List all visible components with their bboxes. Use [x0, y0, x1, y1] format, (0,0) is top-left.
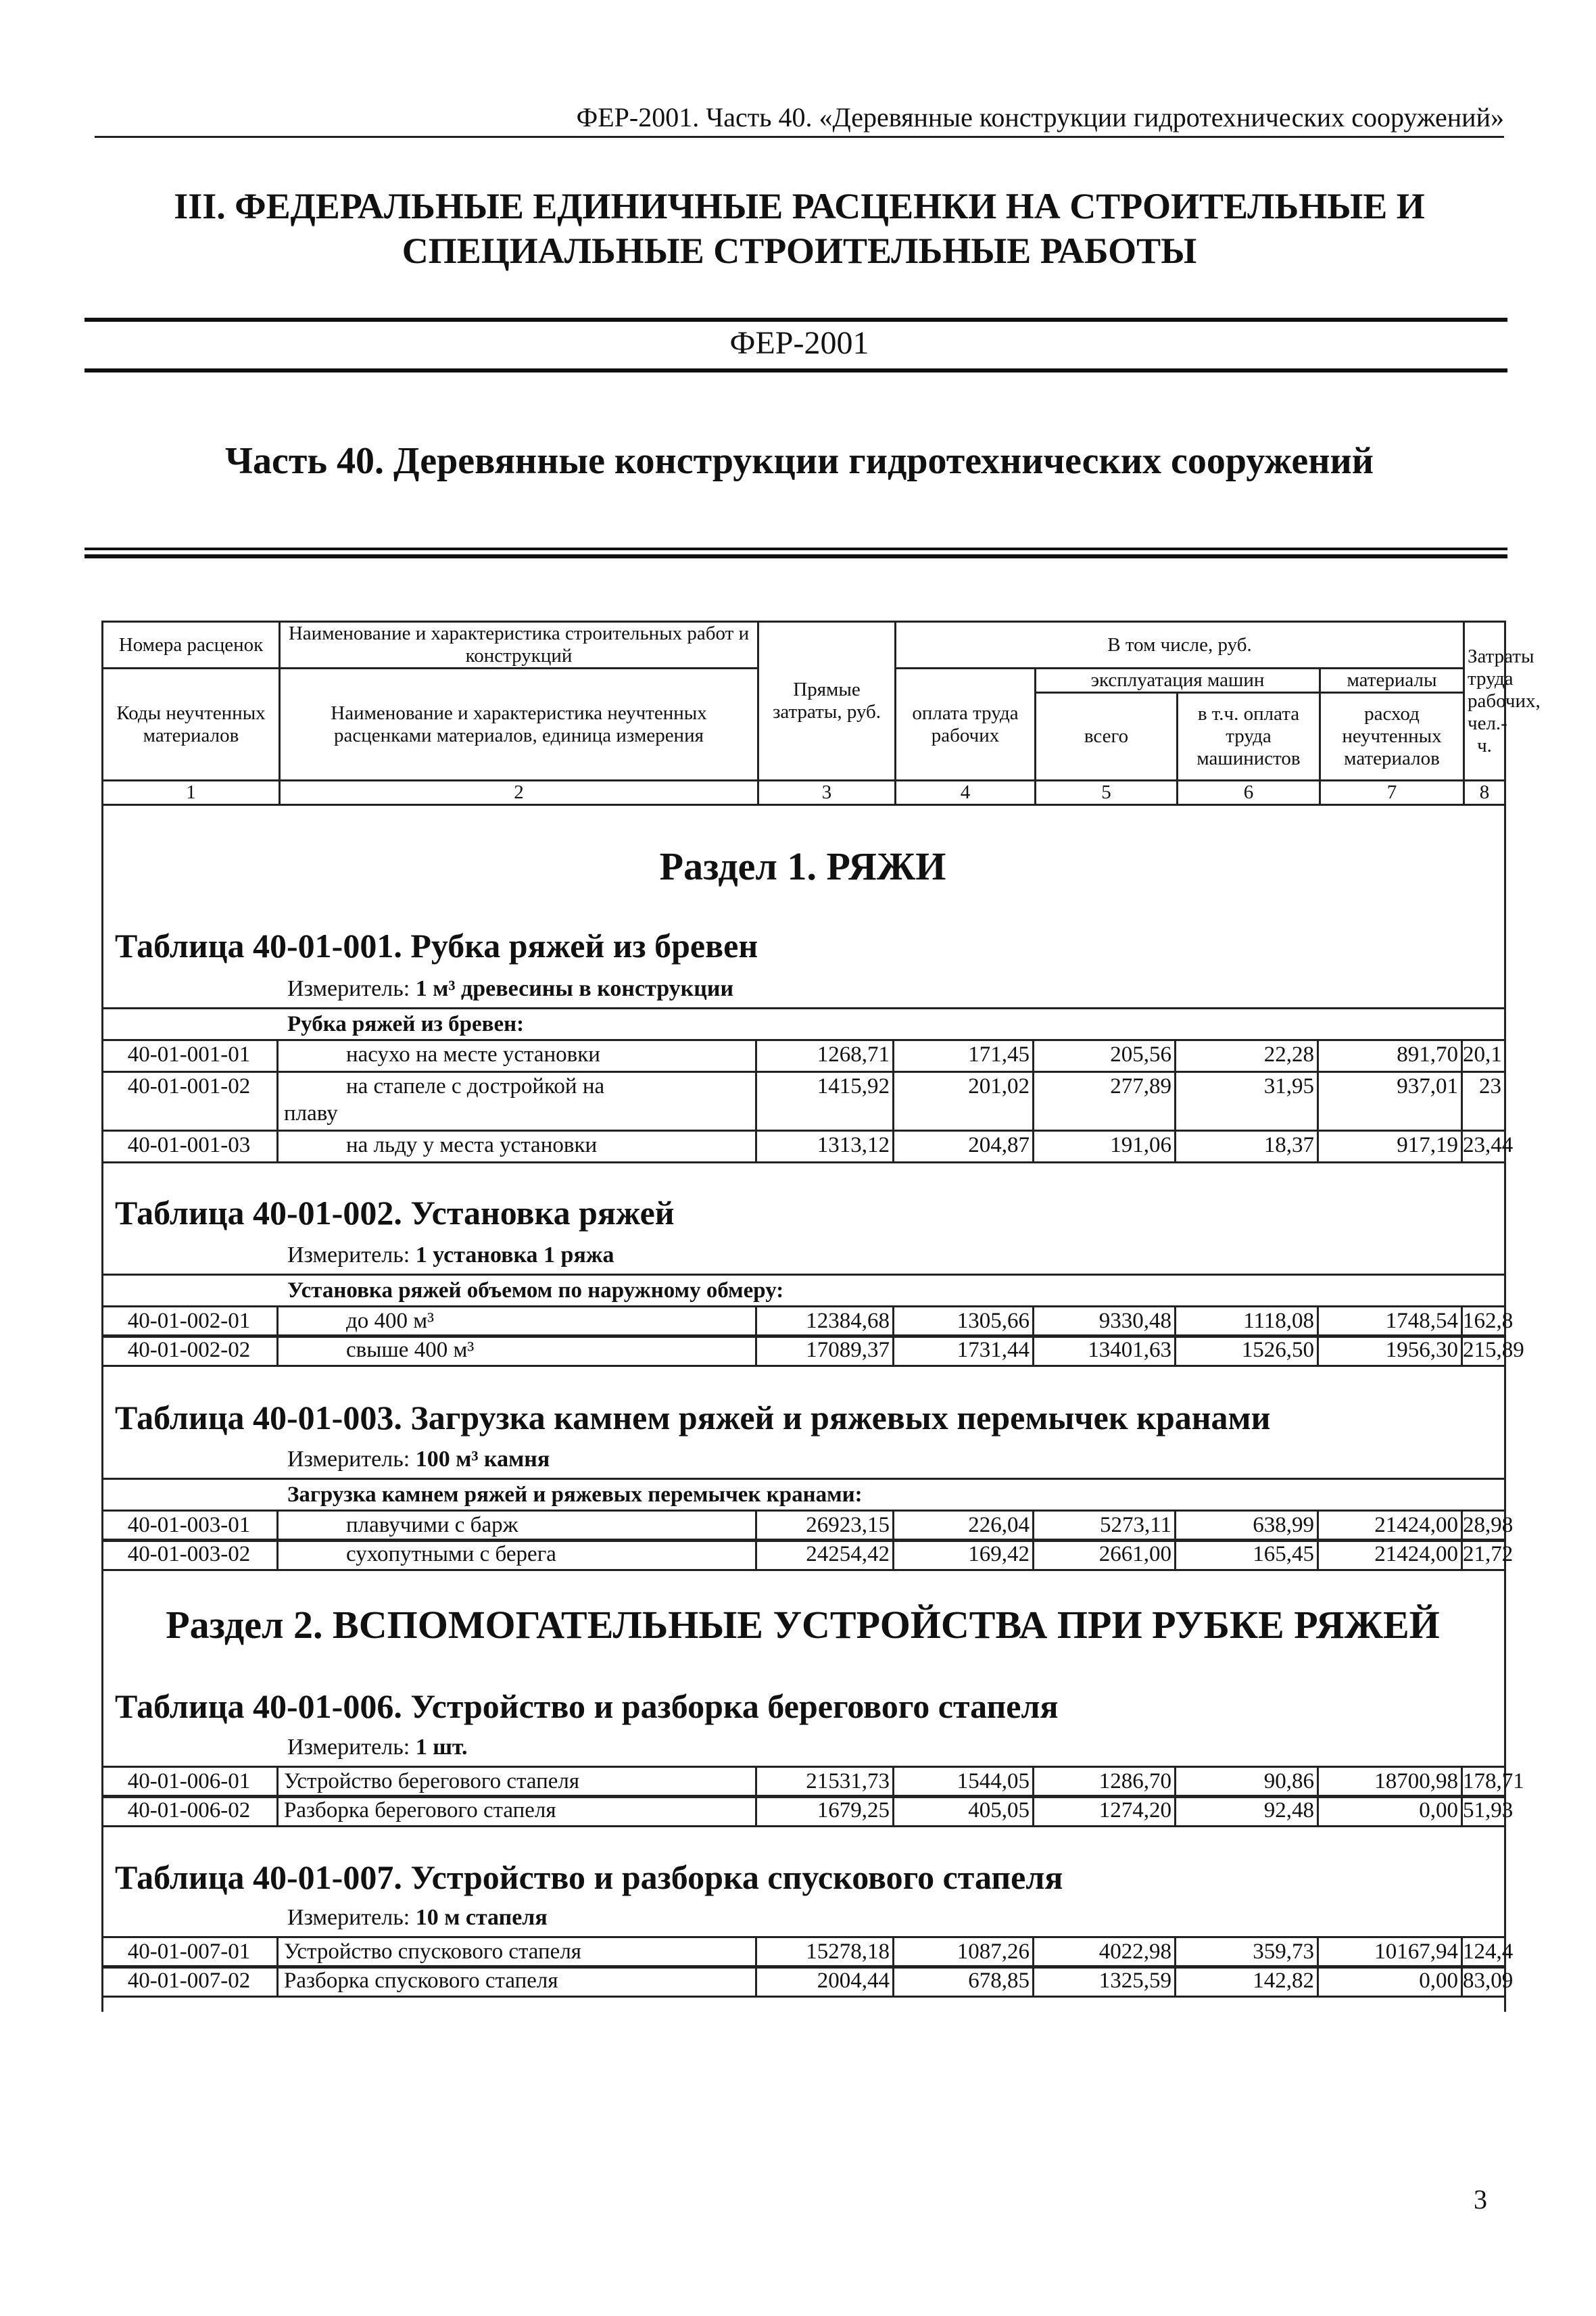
materials: 1956,30	[1319, 1336, 1463, 1365]
part-title: Часть 40. Деревянные конструкции гидротехнических сооружений	[224, 440, 1374, 482]
direct-costs: 24254,42	[757, 1541, 894, 1569]
materials: 0,00	[1319, 1797, 1463, 1825]
labor-hours: 124,4	[1463, 1939, 1514, 1964]
machines-total: 13401,63	[1034, 1336, 1176, 1365]
machines-total: 1274,20	[1034, 1797, 1176, 1825]
measure-line	[287, 1905, 548, 1931]
header-material-codes: Коды неучтенных материалов	[103, 669, 280, 781]
machinists-pay: 638,99	[1176, 1512, 1319, 1540]
header-col-num: 1	[103, 781, 280, 805]
rate-code: 40-01-001-01	[101, 1041, 279, 1071]
labor-pay: 1305,66	[894, 1307, 1034, 1336]
rate-name: сухопутными с берега	[279, 1541, 757, 1569]
table-row	[101, 1766, 1524, 1798]
rate-code: 40-01-002-01	[101, 1307, 279, 1336]
table-header	[101, 621, 1541, 806]
direct-costs: 26923,15	[757, 1512, 894, 1540]
materials: 917,19	[1319, 1132, 1463, 1161]
running-header: ФЕР-2001. Часть 40. «Деревянные конструкции гидротехнических сооружений»	[95, 101, 1504, 138]
direct-costs: 1679,25	[757, 1797, 894, 1825]
top-rule	[84, 318, 1507, 322]
double-rule-top	[84, 548, 1507, 550]
rate-name: свыше 400 м³	[279, 1336, 757, 1365]
direct-costs: 12384,68	[757, 1307, 894, 1336]
direct-costs: 1313,12	[757, 1132, 894, 1161]
direct-costs: 21531,73	[757, 1768, 894, 1796]
header-materials-usage: расход неучтенных материалов	[1320, 693, 1464, 781]
labor-pay: 1087,26	[894, 1938, 1034, 1967]
labor-hours: 215,89	[1463, 1338, 1524, 1362]
rate-name: на льду у места установки	[279, 1132, 757, 1161]
header-col-num: 4	[896, 781, 1036, 805]
labor-hours: 28,98	[1463, 1513, 1514, 1537]
measure-line	[287, 976, 733, 1002]
labor-pay: 1731,44	[894, 1336, 1034, 1365]
labor-hours: 20,1	[1463, 1042, 1502, 1067]
materials: 21424,00	[1319, 1512, 1463, 1540]
measure-prefix: Измеритель:	[287, 1905, 410, 1930]
machinists-pay: 18,37	[1176, 1132, 1319, 1161]
machines-total: 5273,11	[1034, 1512, 1176, 1540]
labor-pay: 204,87	[894, 1132, 1034, 1161]
machines-total: 1325,59	[1034, 1967, 1176, 1996]
machinists-pay: 22,28	[1176, 1041, 1319, 1071]
table-title: Таблица 40-01-002. Установка ряжей	[115, 1194, 675, 1232]
measure-line	[287, 1735, 468, 1760]
labor-hours: 178,71	[1463, 1769, 1524, 1793]
rate-code: 40-01-001-03	[101, 1132, 279, 1161]
table-title: Таблица 40-01-001. Рубка ряжей из бревен	[115, 927, 758, 965]
header-col-num: 7	[1320, 781, 1464, 805]
page-number: 3	[1474, 2184, 1487, 2215]
measure-line	[287, 1243, 614, 1268]
header-col-num: 2	[280, 781, 758, 805]
header-machines-total: всего	[1036, 693, 1178, 781]
measure-prefix: Измеритель:	[287, 976, 410, 1001]
rate-name: плавучими с барж	[279, 1512, 757, 1540]
rate-name: Разборка берегового стапеля	[279, 1797, 757, 1825]
rate-name: Разборка спускового стапеля	[279, 1967, 757, 1996]
rate-name	[279, 1073, 757, 1130]
rate-name: до 400 м³	[279, 1307, 757, 1336]
table-title: Таблица 40-01-006. Устройство и разборка берегового стапеля	[115, 1687, 1059, 1725]
table-row	[101, 1071, 1504, 1132]
materials: 937,01	[1319, 1073, 1463, 1130]
table-row	[101, 1965, 1514, 1998]
header-including: В том числе, руб.	[896, 622, 1464, 669]
materials: 0,00	[1319, 1967, 1463, 1996]
measure-unit: 1 м³ древесины в конструкции	[415, 976, 734, 1001]
group-header	[101, 1478, 1504, 1512]
materials: 10167,94	[1319, 1938, 1463, 1967]
group-label: Рубка ряжей из бревен:	[287, 1012, 525, 1036]
document-title	[95, 184, 1504, 273]
table-row	[101, 1305, 1514, 1338]
header-machinists-pay: в т.ч. оплата труда машинистов	[1178, 693, 1320, 781]
table-title: Таблица 40-01-007. Устройство и разборка спускового стапеля	[115, 1858, 1063, 1896]
labor-hours: 21,72	[1463, 1542, 1514, 1566]
rate-name: Устройство спускового стапеля	[279, 1938, 757, 1967]
direct-costs: 1415,92	[757, 1073, 894, 1130]
labor-pay: 405,05	[894, 1797, 1034, 1825]
direct-costs: 15278,18	[757, 1938, 894, 1967]
machines-total: 1286,70	[1034, 1768, 1176, 1796]
header-work-names: Наименование и характеристика строительных работ и конструкций	[280, 622, 758, 669]
header-materials: материалы	[1320, 669, 1464, 693]
standard-code: ФЕР-2001	[729, 325, 869, 361]
measure-unit: 1 шт.	[415, 1735, 468, 1760]
labor-pay: 201,02	[894, 1073, 1034, 1130]
header-labor-pay: оплата труда рабочих	[896, 669, 1036, 781]
double-rule-bottom	[84, 554, 1507, 558]
machinists-pay: 90,86	[1176, 1768, 1319, 1796]
document-title-line-1: III. ФЕДЕРАЛЬНЫЕ ЕДИНИЧНЫЕ РАСЦЕНКИ НА СТРОИТЕЛЬНЫЕ И	[174, 186, 1425, 226]
labor-hours: 83,09	[1463, 1969, 1514, 1993]
measure-unit: 100 м³ камня	[415, 1447, 550, 1472]
header-labor-hours: Затраты труда рабочих, чел.-ч.	[1464, 622, 1505, 781]
rate-code: 40-01-003-02	[101, 1541, 279, 1569]
bottom-rule	[84, 368, 1507, 372]
direct-costs: 2004,44	[757, 1967, 894, 1996]
table-row	[101, 1039, 1504, 1073]
header-col-num: 8	[1464, 781, 1505, 805]
header-material-names: Наименование и характеристика неучтенных расценками материалов, единица измерения	[280, 669, 758, 781]
rate-name: Устройство берегового стапеля	[279, 1768, 757, 1796]
header-rates-codes: Номера расценок	[103, 622, 280, 669]
measure-prefix: Измеритель:	[287, 1243, 410, 1268]
rate-code: 40-01-001-02	[101, 1073, 279, 1130]
header-col-num: 6	[1178, 781, 1320, 805]
machines-total: 277,89	[1034, 1073, 1176, 1130]
labor-hours: 51,93	[1463, 1798, 1514, 1823]
table-row	[101, 1795, 1514, 1827]
materials: 1748,54	[1319, 1307, 1463, 1336]
rate-code: 40-01-007-02	[101, 1967, 279, 1996]
table-title: Таблица 40-01-003. Загрузка камнем ряжей и ряжевых перемычек кранами	[115, 1399, 1271, 1437]
machinists-pay: 92,48	[1176, 1797, 1319, 1825]
machines-total: 4022,98	[1034, 1938, 1176, 1967]
group-label: Загрузка камнем ряжей и ряжевых перемычек кранами:	[287, 1482, 863, 1507]
machinists-pay: 359,73	[1176, 1938, 1319, 1967]
rate-name: насухо на месте установки	[279, 1041, 757, 1071]
machines-total: 191,06	[1034, 1132, 1176, 1161]
table-row	[101, 1936, 1514, 1969]
labor-pay: 171,45	[894, 1041, 1034, 1071]
materials: 891,70	[1319, 1041, 1463, 1071]
machinists-pay: 142,82	[1176, 1967, 1319, 1996]
machinists-pay: 165,45	[1176, 1541, 1319, 1569]
direct-costs: 17089,37	[757, 1336, 894, 1365]
labor-pay: 678,85	[894, 1967, 1034, 1996]
materials: 21424,00	[1319, 1541, 1463, 1569]
materials: 18700,98	[1319, 1768, 1463, 1796]
labor-pay: 169,42	[894, 1541, 1034, 1569]
labor-hours: 23	[1479, 1074, 1501, 1099]
table-row	[101, 1539, 1514, 1571]
machines-total: 2661,00	[1034, 1541, 1176, 1569]
machinists-pay: 31,95	[1176, 1073, 1319, 1130]
header-machine-operation: эксплуатация машин	[1036, 669, 1320, 693]
rate-code: 40-01-006-02	[101, 1797, 279, 1825]
rate-code: 40-01-007-01	[101, 1938, 279, 1967]
labor-hours: 162,8	[1463, 1309, 1514, 1333]
labor-hours: 23,44	[1463, 1133, 1514, 1157]
group-header	[101, 1274, 1504, 1307]
table-row	[101, 1334, 1524, 1367]
rate-name-line-2: плаву	[284, 1101, 338, 1126]
document-title-line-2: СПЕЦИАЛЬНЫЕ СТРОИТЕЛЬНЫЕ РАБОТЫ	[402, 231, 1197, 271]
table-row	[101, 1130, 1514, 1163]
machinists-pay: 1118,08	[1176, 1307, 1319, 1336]
header-col-num: 3	[758, 781, 896, 805]
rate-code: 40-01-003-01	[101, 1512, 279, 1540]
measure-line	[287, 1447, 550, 1472]
rate-code: 40-01-002-02	[101, 1336, 279, 1365]
machines-total: 205,56	[1034, 1041, 1176, 1071]
direct-costs: 1268,71	[757, 1041, 894, 1071]
header-col-num: 5	[1036, 781, 1178, 805]
machines-total: 9330,48	[1034, 1307, 1176, 1336]
group-label: Установка ряжей объемом по наружному обмеру:	[287, 1278, 784, 1303]
section-title: Раздел 2. ВСПОМОГАТЕЛЬНЫЕ УСТРОЙСТВА ПРИ РУБКЕ РЯЖЕЙ	[166, 1603, 1440, 1647]
rate-name-line-1: на стапеле с достройкой на	[346, 1074, 605, 1099]
measure-unit: 1 установка 1 ряжа	[415, 1243, 614, 1268]
measure-prefix: Измеритель:	[287, 1735, 410, 1760]
machinists-pay: 1526,50	[1176, 1336, 1319, 1365]
labor-pay: 226,04	[894, 1512, 1034, 1540]
measure-unit: 10 м стапеля	[415, 1905, 548, 1930]
measure-prefix: Измеритель:	[287, 1447, 410, 1472]
group-header	[101, 1007, 1504, 1041]
header-direct-costs: Прямые затраты, руб.	[758, 622, 896, 781]
section-title: Раздел 1. РЯЖИ	[659, 844, 946, 888]
labor-pay: 1544,05	[894, 1768, 1034, 1796]
table-row	[101, 1510, 1514, 1542]
rate-code: 40-01-006-01	[101, 1768, 279, 1796]
